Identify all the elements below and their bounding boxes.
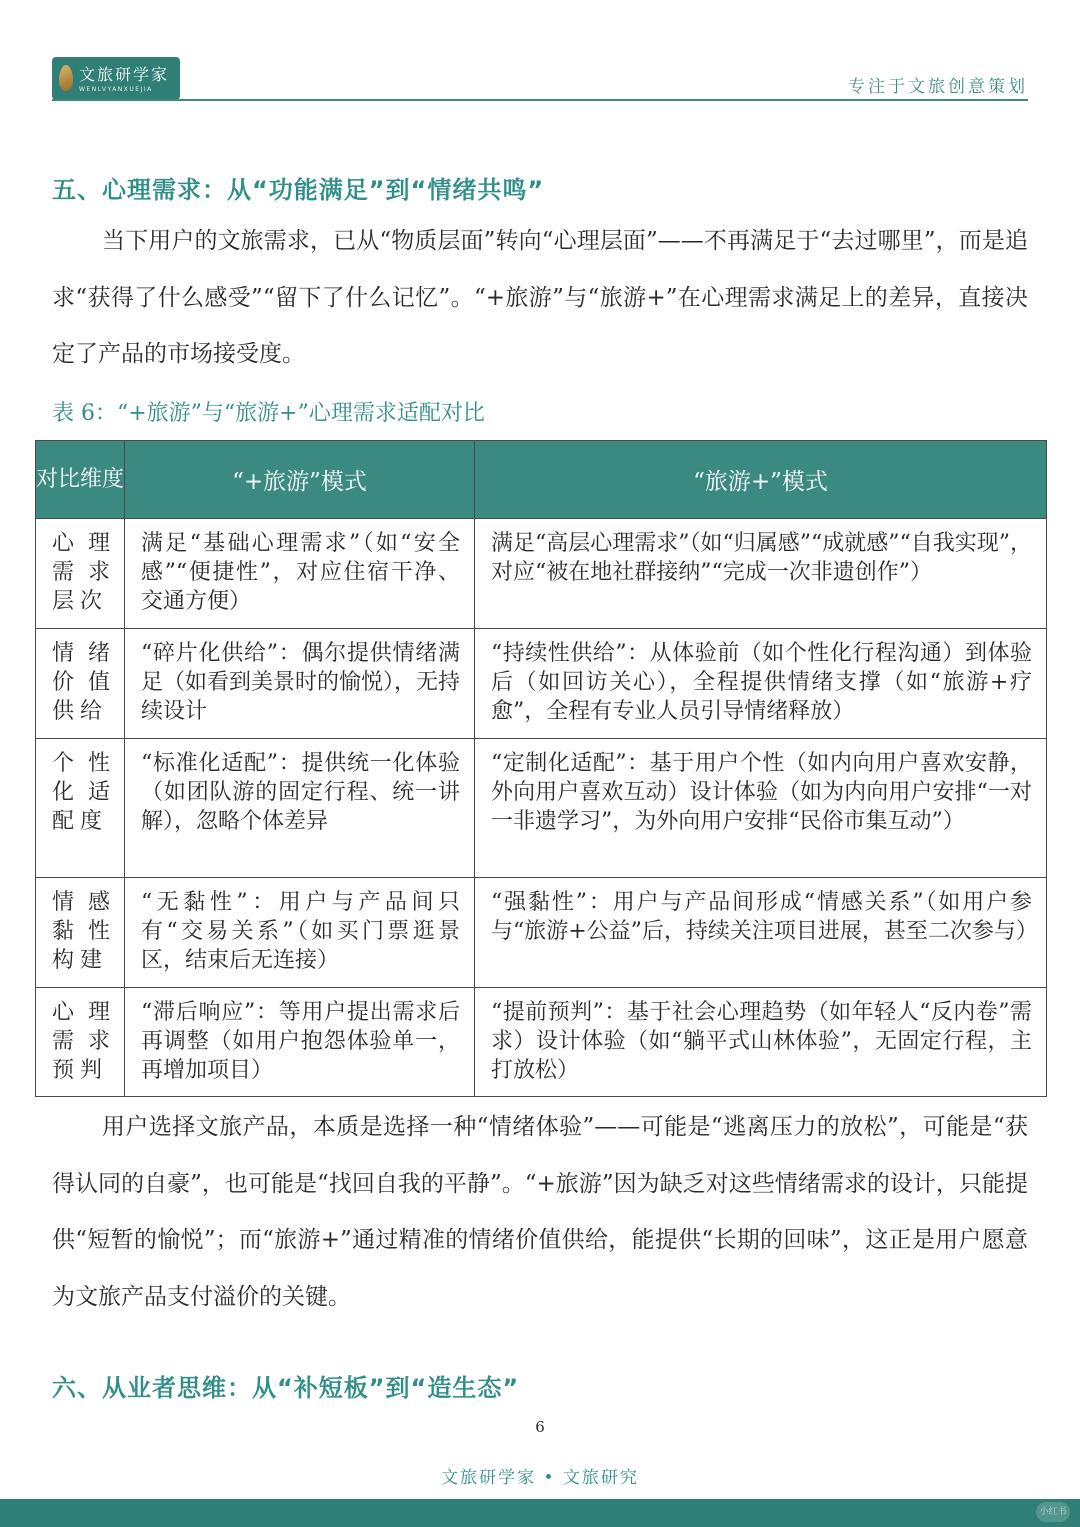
tourism-plus-cell: “强黏性”：用户与产品间形成“情感关系”（如用户参与“旅游+公益”后，持续关注项目进展，甚至二次参与） <box>475 878 1047 988</box>
leaf-icon <box>59 65 73 91</box>
section-5-intro: 当下用户的文旅需求，已从“物质层面”转向“心理层面”——不再满足于“去过哪里”，而是追求“获得了什么感受”“留下了什么记忆”。“+旅游”与“旅游+”在心理需求满足上的差异，直接决定了产品的市场接受度。 <box>52 228 1028 367</box>
header-divider <box>52 99 1028 101</box>
plus-tourism-cell: “无黏性”：用户与产品间只有“交易关系”（如买门票逛景区，结束后无连接） <box>125 878 475 988</box>
tourism-plus-cell: “持续性供给”：从体验前（如个性化行程沟通）到体验后（如回访关心），全程提供情绪支撑（如“旅游+疗愈”，全程有专业人员引导情绪释放） <box>475 629 1047 739</box>
dimension-cell: 心理需求预判 <box>36 988 125 1097</box>
dimension-cell: 个性化适配度 <box>36 739 125 878</box>
plus-tourism-cell: “标准化适配”：提供统一化体验（如团队游的固定行程、统一讲解），忽略个体差异 <box>125 739 475 878</box>
tourism-plus-cell: 满足“高层心理需求”（如“归属感”“成就感”“自我实现”，对应“被在地社群接纳”“完成一次非遗创作”） <box>475 519 1047 629</box>
table-row <box>36 739 1047 878</box>
table-caption: 表 6：“+旅游”与“旅游+”心理需求适配对比 <box>52 401 485 426</box>
page-header <box>0 0 1080 110</box>
table-header-cell: “+旅游”模式 <box>125 441 475 519</box>
footer-brand-text: 文旅研学家 • 文旅研究 <box>441 1468 639 1488</box>
logo-title: 文旅研学家 <box>79 65 170 84</box>
dimension-cell: 心理需求层次 <box>36 519 125 629</box>
tourism-plus-cell: “提前预判”：基于社会心理趋势（如年轻人“反内卷”需求）设计体验（如“躺平式山林体验”，无固定行程，主打放松） <box>475 988 1047 1097</box>
table-header-cell: “旅游+”模式 <box>475 441 1047 519</box>
table-row <box>36 878 1047 988</box>
brand-logo <box>52 57 180 100</box>
section-5-conclusion: 用户选择文旅产品，本质是选择一种“情绪体验”——可能是“逃离压力的放松”，可能是“获得认同的自豪”，也可能是“找回自我的平静”。“+旅游”因为缺乏对这些情绪需求的设计，只能提供“短暂的愉悦”；而“旅游+”通过精准的情绪价值供给，能提供“长期的回味”，这正是用户愿意为文旅产品支付溢价的关键。 <box>52 1114 1028 1310</box>
footer-bar <box>0 1499 1080 1527</box>
comparison-table <box>35 440 1047 1097</box>
table-row <box>36 988 1047 1097</box>
table-header-row <box>36 441 1047 519</box>
watermark-badge: 小红书 <box>1036 1502 1070 1522</box>
header-tagline: 专注于文旅创意策划 <box>848 77 1028 97</box>
logo-subtitle: WENLVYANXUEJIA <box>79 86 153 93</box>
dimension-cell: 情感黏性构建 <box>36 878 125 988</box>
tourism-plus-cell: “定制化适配”：基于用户个性（如内向用户喜欢安静，外向用户喜欢互动）设计体验（如为内向用户安排“一对一非遗学习”，为外向用户安排“民俗市集互动”） <box>475 739 1047 878</box>
dimension-cell: 情绪价值供给 <box>36 629 125 739</box>
plus-tourism-cell: “碎片化供给”：偶尔提供情绪满足（如看到美景时的愉悦），无持续设计 <box>125 629 475 739</box>
table-row <box>36 519 1047 629</box>
section-5-heading: 五、心理需求：从“功能满足”到“情绪共鸣” <box>52 176 545 204</box>
page-number: 6 <box>535 1418 545 1436</box>
section-6-heading: 六、从业者思维：从“补短板”到“造生态” <box>52 1374 520 1402</box>
plus-tourism-cell: “滞后响应”：等用户提出需求后再调整（如用户抱怨体验单一，再增加项目） <box>125 988 475 1097</box>
plus-tourism-cell: 满足“基础心理需求”（如“安全感”“便捷性”，对应住宿干净、交通方便） <box>125 519 475 629</box>
table-row <box>36 629 1047 739</box>
table-header-cell: 对比维度 <box>36 441 125 519</box>
